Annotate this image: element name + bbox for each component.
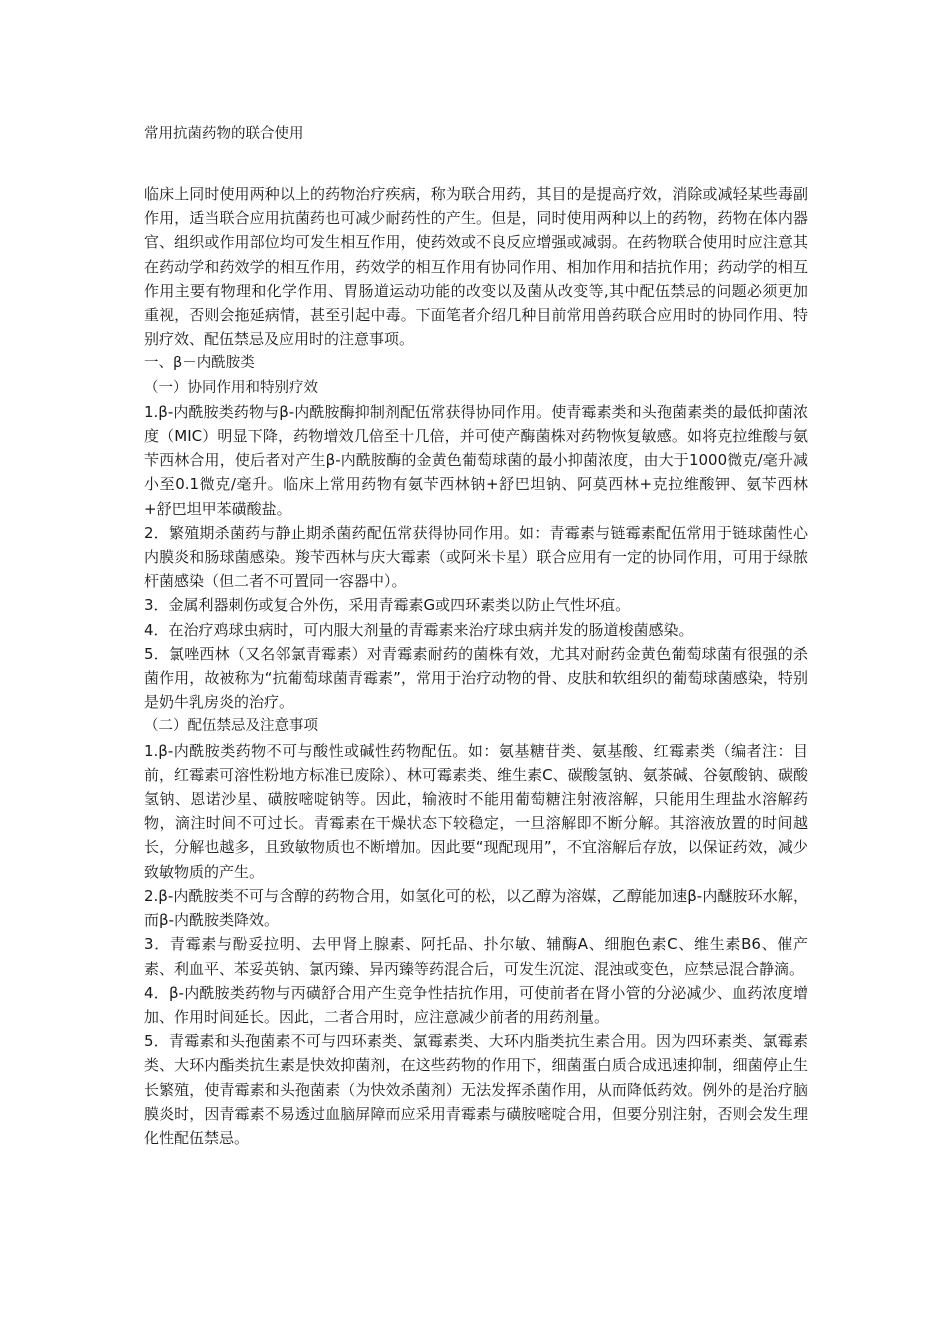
synergy-item-3: 3．金属利器刺伤或复合外伤，采用青霉素G或四环素类以防止气性坏疽。 — [144, 596, 631, 615]
synergy-item-2: 2．繁殖期杀菌药与静止期杀菌药配伍常获得协同作用。如：青霉素与链霉素配伍常用于链球菌性心内膜炎和肠球菌感染。羧苄西林与庆大霉素（或阿米卡星）联合应用有一定的协同作用，可用于绿脓杆菌感染（但二者不可置同一容器中）。 — [144, 523, 808, 591]
synergy-item-1: 1.β-内酰胺类药物与β-内酰胺酶抑制剂配伍常获得协同作用。使青霉素类和头孢菌素类的最低抑菌浓度（MIC）明显下降，药物增效几倍至十几倍，并可使产酶菌株对药物恢复敏感。如将克拉维酸与氨苄西林合用，使后者对产生β-内酰胺酶的金黄色葡萄球菌的最小抑菌浓度，由大于1000微克/毫升减小至0.1微克/毫升。临床上常用药物有氨苄西林钠+舒巴坦钠、阿莫西林+克拉维酸钾、氨苄西林+舒巴坦甲苯磺酸盐。 — [144, 402, 808, 518]
subsection-heading-synergy: （一）协同作用和特别疗效 — [144, 379, 318, 396]
incompatibility-item-5: 5．青霉素和头孢菌素不可与四环素类、氯霉素类、大环内脂类抗生素合用。因为四环素类、氯霉素类、大环内酯类抗生素是快效抑菌剂，在这些药物的作用下，细菌蛋白质合成迅速抑制，细菌停止生长繁殖，使青霉素和头孢菌素（为快效杀菌剂）无法发挥杀菌作用，从而降低药效。例外的是治疗脑膜炎时，因青霉素不易透过血脑屏障而应采用青霉素与磺胺嘧啶合用，但要分别注射，否则会发生理化性配伍禁忌。 — [144, 1032, 808, 1147]
synergy-item-5: 5．氯唑西林（又名邻氯青霉素）对青霉素耐药的菌株有效，尤其对耐药金黄色葡萄球菌有很强的杀菌作用，故被称为“抗葡萄球菌青霉素”，常用于治疗动物的骨、皮肤和软组织的葡萄球菌感染，特别是奶牛乳房炎的治疗。 — [144, 644, 808, 712]
incompatibility-item-3: 3．青霉素与酚妥拉明、去甲肾上腺素、阿托品、扑尔敏、辅酶A、细胞色素C、维生素B6、催产素、利血平、苯妥英钠、氯丙臻、异丙臻等药混合后，可发生沉淀、混浊或变色，应禁忌混合静滴。 — [144, 935, 808, 978]
incompatibility-item-1: 1.β-内酰胺类药物不可与酸性或碱性药物配伍。如：氨基糖苷类、氨基酸、红霉素类（编者注：目前，红霉素可溶性粉地方标准已废除）、林可霉素类、维生素C、碳酸氢钠、氨茶碱、谷氨酸钠、碳酸氢钠、恩诺沙星、磺胺嘧啶钠等。因此，输液时不能用葡萄糖注射液溶解，只能用生理盐水溶解药物，滴注时间不可过长。青霉素在干燥状态下较稳定，一旦溶解即不断分解。其溶液放置的时间越长，分解也越多，且致敏物质也不断增加。因此要“现配现用”，不宜溶解后存放，以保证药效，减少致敏物质的产生。 — [144, 741, 808, 881]
synergy-item-4: 4．在治疗鸡球虫病时，可内服大剂量的青霉素来治疗球虫病并发的肠道梭菌感染。 — [144, 620, 694, 639]
subsection-heading-incompatibility: （二）配伍禁忌及注意事项 — [144, 718, 318, 735]
intro-paragraph: 临床上同时使用两种以上的药物治疗疾病，称为联合用药，其目的是提高疗效，消除或减轻某些毒副作用，适当联合应用抗菌药也可减少耐药性的产生。但是，同时使用两种以上的药物，药物在体内器官、组织或作用部位均可发生相互作用，使药效或不良反应增强或减弱。在药物联合使用时应注意其在药动学和药效学的相互作用，药效学的相互作用有协同作用、相加作用和拮抗作用；药动学的相互作用主要有物理和化学作用、胃肠道运动功能的改变以及菌从改变等,其中配伍禁忌的问题必须更加重视，否则会拖延病情，甚至引起中毒。下面笔者介绍几种目前常用兽药联合应用时的协同作用、特别疗效、配伍禁忌及应用时的注意事项。 — [144, 185, 808, 349]
document-title: 常用抗菌药物的联合使用 — [144, 126, 304, 142]
incompatibility-item-2: 2.β-内酰胺类不可与含醇的药物合用，如氢化可的松，以乙醇为溶媒，乙醇能加速β-内醚胺环水解，而β-内酰胺类降效。 — [144, 886, 808, 930]
incompatibility-item-4: 4．β-内酰胺类药物与丙磺舒合用产生竞争性拮抗作用，可使前者在肾小管的分泌减少、血药浓度增加、作用时间延长。因此，二者合用时，应注意减少前者的用药剂量。 — [144, 983, 808, 1026]
section-heading-beta-lactam: 一、β－内酰胺类 — [144, 355, 255, 372]
document-page — [144, 122, 808, 1150]
